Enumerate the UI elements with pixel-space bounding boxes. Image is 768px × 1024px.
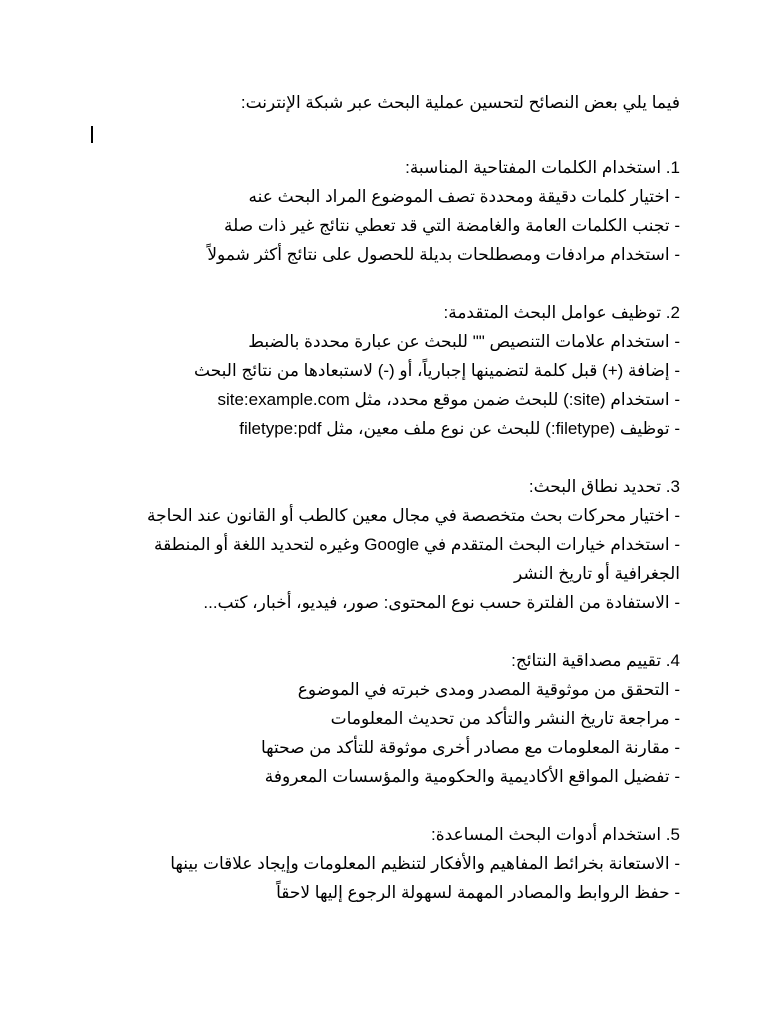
list-item: - الاستعانة بخرائط المفاهيم والأفكار لتنظيم المعلومات وإيجاد علاقات بينها bbox=[170, 854, 680, 873]
section-advanced-operators bbox=[120, 298, 680, 443]
list-item: - استخدام علامات التنصيص "" للبحث عن عبارة محددة بالضبط bbox=[248, 332, 680, 351]
intro-paragraph: فيما يلي بعض النصائح لتحسين عملية البحث عبر شبكة الإنترنت: bbox=[240, 93, 680, 112]
list-item: - إضافة (+) قبل كلمة لتضمينها إجبارياً، أو (-) لاستبعادها من نتائج البحث bbox=[194, 361, 680, 380]
list-item: - مراجعة تاريخ النشر والتأكد من تحديث المعلومات bbox=[330, 709, 680, 728]
section-helper-tools bbox=[120, 820, 680, 907]
section-heading: 1. استخدام الكلمات المفتاحية المناسبة: bbox=[405, 158, 680, 177]
list-item: - حفظ الروابط والمصادر المهمة لسهولة الرجوع إليها لاحقاً bbox=[276, 883, 680, 902]
list-item: - مقارنة المعلومات مع مصادر أخرى موثوقة للتأكد من صحتها bbox=[261, 738, 680, 757]
list-item: - تفضيل المواقع الأكاديمية والحكومية والمؤسسات المعروفة bbox=[264, 767, 680, 786]
section-search-scope bbox=[120, 472, 680, 617]
section-heading: 3. تحديد نطاق البحث: bbox=[528, 477, 680, 496]
list-item: - تجنب الكلمات العامة والغامضة التي قد تعطي نتائج غير ذات صلة bbox=[224, 216, 680, 235]
list-item: - اختيار كلمات دقيقة ومحددة تصف الموضوع المراد البحث عنه bbox=[248, 187, 680, 206]
list-item: - استخدام خيارات البحث المتقدم في Google وغيره لتحديد اللغة أو المنطقة الجغرافية أو تاريخ النشر bbox=[153, 535, 680, 583]
document-body[interactable] bbox=[120, 88, 680, 936]
list-item: - استخدام مرادفات ومصطلحات بديلة للحصول على نتائج أكثر شمولاً bbox=[207, 245, 680, 264]
section-heading: 2. توظيف عوامل البحث المتقدمة: bbox=[443, 303, 680, 322]
section-heading: 5. استخدام أدوات البحث المساعدة: bbox=[430, 825, 680, 844]
section-keywords bbox=[120, 153, 680, 269]
section-heading: 4. تقييم مصداقية النتائج: bbox=[511, 651, 680, 670]
list-item: - التحقق من موثوقية المصدر ومدى خبرته في الموضوع bbox=[297, 680, 680, 699]
list-item: - الاستفادة من الفلترة حسب نوع المحتوى: صور، فيديو، أخبار، كتب... bbox=[203, 593, 680, 612]
list-item: - استخدام (site:) للبحث ضمن موقع محدد، مثل site:example.com bbox=[217, 390, 680, 409]
text-cursor bbox=[91, 126, 93, 143]
list-item: - اختيار محركات بحث متخصصة في مجال معين كالطب أو القانون عند الحاجة bbox=[146, 506, 680, 525]
list-item: - توظيف (filetype:) للبحث عن نوع ملف معين، مثل filetype:pdf bbox=[239, 419, 680, 438]
section-credibility bbox=[120, 646, 680, 791]
